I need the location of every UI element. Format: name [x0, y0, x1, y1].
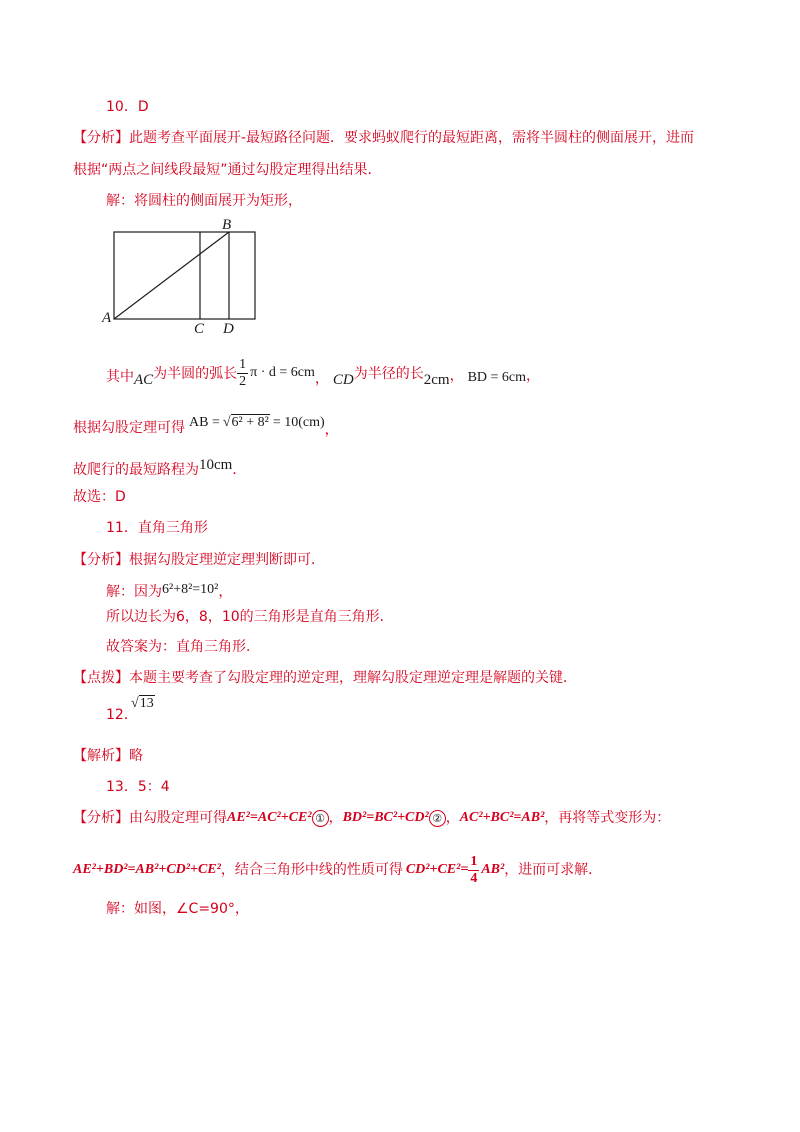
equation-5: CD²+CE²=: [405, 862, 469, 877]
jiexi-tag: 【解析】: [73, 748, 129, 764]
q11-line2: 所以边长为6，8，10的三角形是直角三角形．: [106, 609, 394, 625]
equation-3: AC²+BC²=AB²: [459, 810, 545, 825]
q10-answer: 故选：D: [73, 489, 126, 505]
jiexi-text: 略: [129, 748, 143, 764]
sep: ，: [328, 810, 343, 826]
quarter-fraction: $\frac{1}{4}$: [470, 853, 478, 886]
sqrt-13: √13: [131, 696, 154, 711]
q10-solution: 解：将圆柱的侧面展开为矩形，: [106, 193, 302, 209]
q11-answer: 故答案为：直角三角形．: [106, 639, 260, 655]
q10-shortest-line: [73, 455, 246, 477]
ac-symbol: AC: [134, 371, 154, 388]
q12-number: 12．: [106, 707, 138, 723]
q11-solution: [106, 580, 232, 600]
bd-expression: BD = 6cm: [467, 370, 527, 385]
unfolded-rectangle-figure: [96, 214, 266, 338]
q12-jiexi: [73, 749, 143, 763]
ab-lhs: AB =: [189, 415, 220, 430]
ten-cm: 10cm: [199, 456, 233, 473]
ab-sqrt: √6² + 8²: [222, 415, 269, 430]
comma: ，: [449, 368, 464, 384]
q11-tip: [73, 671, 577, 685]
q13-analysis: [73, 808, 670, 828]
tip-tag: 【点拨】: [73, 670, 129, 686]
circle-2: ②: [429, 810, 446, 827]
ab-rhs: = 10(cm): [272, 415, 325, 430]
segment-ab: [114, 232, 229, 319]
q10-analysis-line1: [73, 131, 694, 145]
q13-solution: 解：如图，∠C=90°，: [106, 901, 249, 917]
ac-text: 为半圆的弧长: [153, 366, 238, 382]
q10-analysis-line2: 根据“两点之间线段最短”通过勾股定理得出结果．: [73, 162, 382, 178]
equation-1: AE²=AC²+CE²: [227, 810, 312, 825]
label-a: A: [102, 310, 112, 326]
comma: ，: [324, 422, 339, 438]
equation-6: AB²: [481, 862, 505, 877]
analysis-tag: 【分析】: [73, 130, 129, 146]
label-c: C: [194, 321, 205, 337]
analysis-text-2: ，再将等式变形为：: [544, 810, 671, 826]
line2-text: ，结合三角形中线的性质可得: [220, 862, 403, 878]
sol-suffix: ，: [218, 584, 233, 600]
comma: ，: [314, 371, 329, 387]
tip-text: 本题主要考查了勾股定理的逆定理，理解勾股定理逆定理是解题的关键．: [129, 670, 577, 686]
sep: ，: [445, 810, 460, 826]
half-fraction: $\frac{1}{2}$: [239, 356, 247, 389]
cd-text: 为半径的长: [353, 366, 424, 382]
analysis-text: 根据勾股定理逆定理判断即可．: [129, 552, 325, 568]
arc-expression: π · d = 6cm: [250, 365, 315, 380]
q10-number: 10．D: [106, 99, 149, 115]
sol-prefix: 解：因为: [106, 584, 162, 600]
q13-number: 13．5：4: [106, 779, 170, 795]
line2-end: ，进而可求解．: [504, 862, 603, 878]
equation-4: AE²+BD²=AB²+CD²+CE²: [73, 862, 221, 877]
circle-1: ①: [312, 810, 329, 827]
q10-where-line: [106, 358, 540, 388]
label-d: D: [223, 321, 234, 337]
pyth-text: 根据勾股定理可得: [73, 420, 185, 436]
q13-line2: [73, 852, 602, 888]
q11-analysis: [73, 553, 325, 567]
analysis-tag: 【分析】: [73, 810, 129, 826]
analysis-text: 此题考查平面展开-最短路径问题．要求蚂蚁爬行的最短距离，需将半圆柱的侧面展开，进而: [129, 130, 695, 146]
q11-number: 11．直角三角形: [106, 520, 208, 536]
q10-pyth-line: [73, 410, 339, 436]
sol-expression: 6²+8²=10²: [162, 582, 219, 597]
comma: ，: [526, 368, 541, 384]
analysis-text-1: 由勾股定理可得: [129, 810, 227, 826]
analysis-tag: 【分析】: [73, 552, 129, 568]
shortest-text: 故爬行的最短路程为: [73, 462, 199, 478]
two-cm: 2cm: [423, 371, 450, 388]
where-prefix: 其中: [106, 369, 134, 385]
cd-symbol: CD: [332, 371, 354, 388]
label-b: B: [222, 217, 232, 233]
period: ．: [232, 462, 247, 478]
rectangle: [114, 232, 255, 319]
equation-2: BD²=BC²+CD²: [342, 810, 429, 825]
